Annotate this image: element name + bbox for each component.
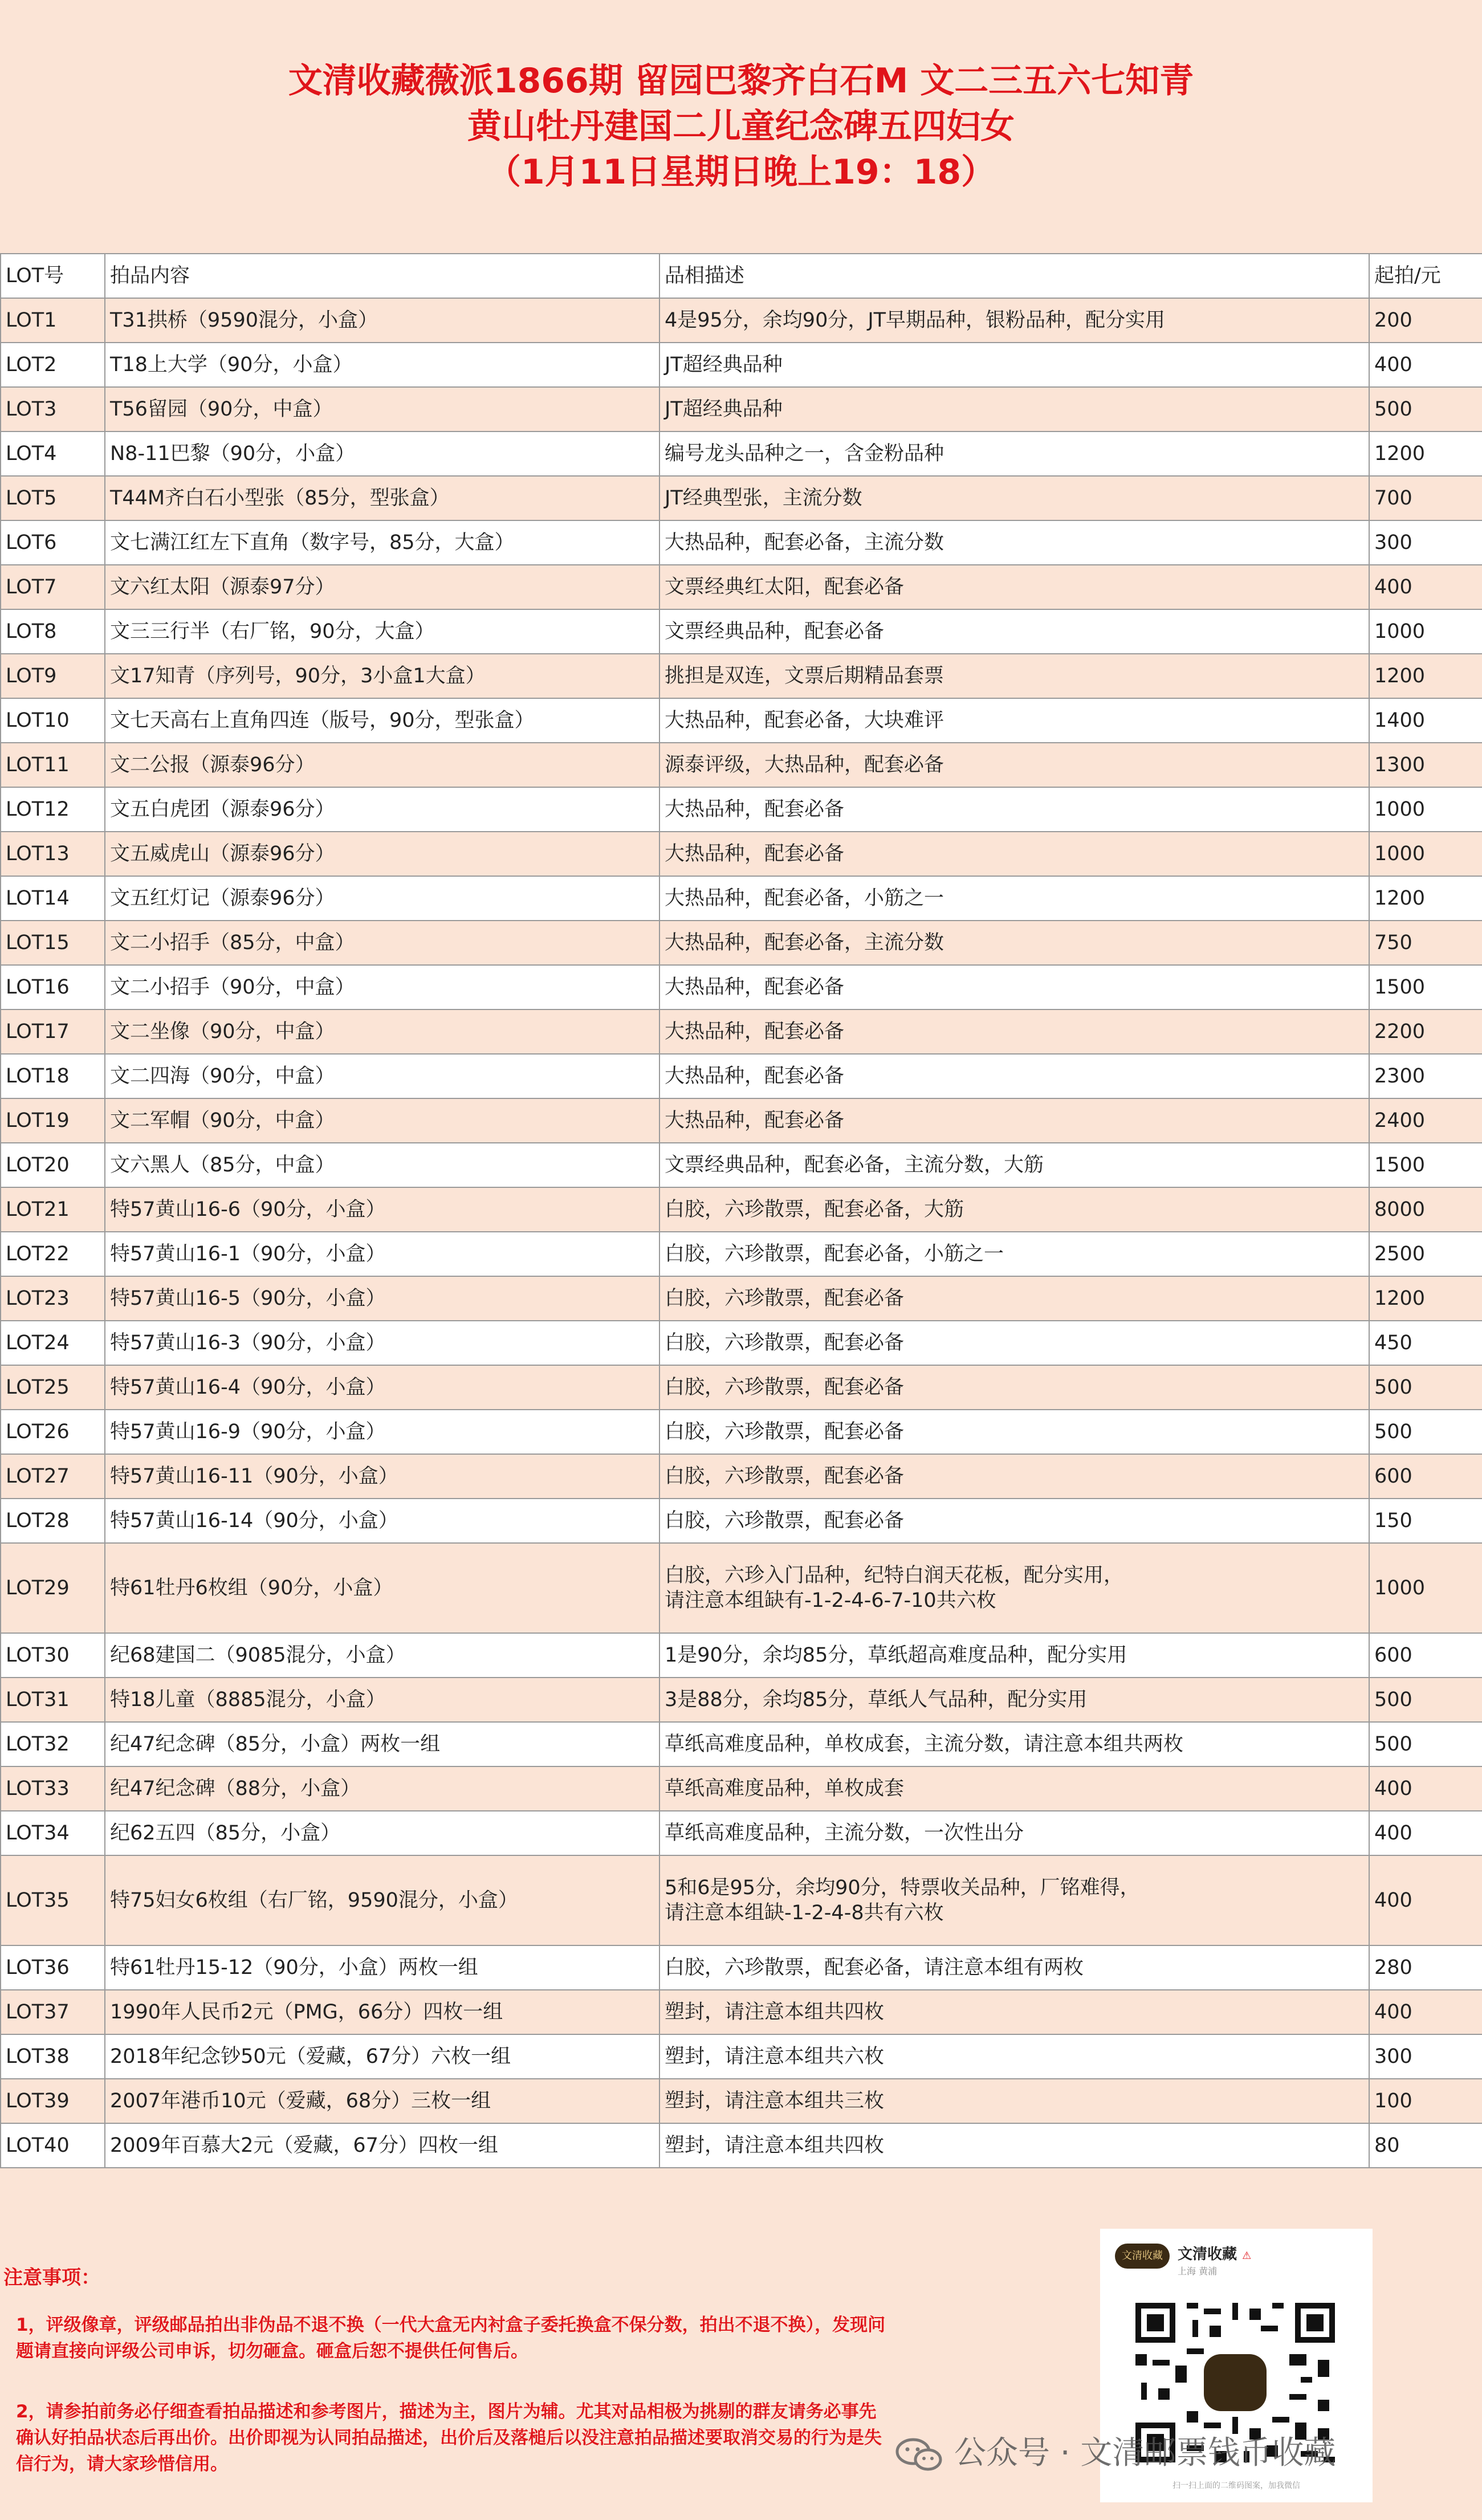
lot-description: 文票经典红太阳，配套必备 (659, 565, 1369, 609)
lot-description: 大热品种，配套必备，大块难评 (659, 698, 1369, 743)
lot-start-price: 500 (1369, 1410, 1482, 1454)
lot-start-price: 500 (1369, 1722, 1482, 1766)
lot-description: 草纸高难度品种，主流分数，一次性出分 (659, 1811, 1369, 1855)
title-line-2: 黄山牡丹建国二儿童纪念碑五四妇女 (467, 107, 1015, 146)
note-paragraph-2: 2，请参拍前务必仔细查看拍品描述和参考图片，描述为主，图片为辅。尤其对品相极为挑剔的群友请务必事先确认好拍品状态后再出价。出价即视为认同拍品描述，出价后及落槌后以没注意拍品描述要取消交易的行为是失信行为，请大家珍惜信用。 (16, 2401, 882, 2474)
lot-start-price: 2200 (1369, 1009, 1482, 1054)
lot-description: 白胶，六珍散票，配套必备，请注意本组有两枚 (659, 1945, 1369, 1990)
lot-start-price: 1000 (1369, 1543, 1482, 1633)
lot-start-price: 750 (1369, 921, 1482, 965)
lot-item: 文五威虎山（源泰96分） (105, 832, 659, 876)
lot-description: 草纸高难度品种，单枚成套 (659, 1766, 1369, 1811)
table-row (1, 2034, 1482, 2079)
lot-number: LOT15 (1, 921, 105, 965)
title-line-1: 文清收藏薇派1866期 留园巴黎齐白石M 文二三五六七知青 (288, 61, 1194, 101)
lot-number: LOT31 (1, 1678, 105, 1722)
table-row (1, 2123, 1482, 2168)
lot-item: 2009年百慕大2元（爱藏，67分）四枚一组 (105, 2123, 659, 2168)
lot-number: LOT16 (1, 965, 105, 1009)
lot-item: 文二公报（源泰96分） (105, 743, 659, 787)
table-row (1, 1410, 1482, 1454)
table-row (1, 298, 1482, 343)
lot-description: JT经典型张，主流分数 (659, 476, 1369, 520)
lot-start-price: 100 (1369, 2079, 1482, 2123)
lot-number: LOT1 (1, 298, 105, 343)
lot-description: 草纸高难度品种，单枚成套，主流分数，请注意本组共两枚 (659, 1722, 1369, 1766)
table-row (1, 965, 1482, 1009)
lot-number: LOT32 (1, 1722, 105, 1766)
lot-start-price: 150 (1369, 1499, 1482, 1543)
table-row (1, 1187, 1482, 1232)
table-row (1, 1499, 1482, 1543)
table-row (1, 1633, 1482, 1678)
lot-number: LOT38 (1, 2034, 105, 2079)
lot-number: LOT7 (1, 565, 105, 609)
lot-description: 白胶，六珍散票，配套必备，小筋之一 (659, 1232, 1369, 1276)
lot-start-price: 400 (1369, 1811, 1482, 1855)
table-row (1, 876, 1482, 921)
lot-description: 塑封，请注意本组共三枚 (659, 2079, 1369, 2123)
lot-start-price: 400 (1369, 1990, 1482, 2034)
table-header-row (1, 254, 1482, 298)
lot-description (659, 1543, 1369, 1633)
lot-item: 特75妇女6枚组（右厂铭，9590混分，小盒） (105, 1855, 659, 1945)
lot-item: 纪47纪念碑（85分，小盒）两枚一组 (105, 1722, 659, 1766)
lot-description: JT超经典品种 (659, 387, 1369, 431)
lot-item: 特61牡丹15-12（90分，小盒）两枚一组 (105, 1945, 659, 1990)
lot-number: LOT14 (1, 876, 105, 921)
table-row (1, 431, 1482, 476)
lot-number: LOT12 (1, 787, 105, 832)
lot-number: LOT8 (1, 609, 105, 654)
lot-start-price: 700 (1369, 476, 1482, 520)
lot-description: 大热品种，配套必备 (659, 1098, 1369, 1143)
lot-start-price: 400 (1369, 565, 1482, 609)
lot-description: 3是88分，余均85分，草纸人气品种，配分实用 (659, 1678, 1369, 1722)
note-paragraph-1: 1，评级像章，评级邮品拍出非伪品不退不换（一代大盒无内衬盒子委托换盒不保分数，拍出不退不换），发现问题请直接向评级公司申诉，切勿砸盒。砸盒后恕不提供任何售后。 (16, 2315, 886, 2362)
table-row (1, 1678, 1482, 1722)
table-row (1, 1945, 1482, 1990)
lot-start-price: 8000 (1369, 1187, 1482, 1232)
lot-number: LOT30 (1, 1633, 105, 1678)
lot-description: JT超经典品种 (659, 343, 1369, 387)
lot-item: 纪47纪念碑（88分，小盒） (105, 1766, 659, 1811)
lot-item: 特57黄山16-4（90分，小盒） (105, 1365, 659, 1410)
lot-item: T56留园（90分，中盒） (105, 387, 659, 431)
lot-description: 大热品种，配套必备 (659, 965, 1369, 1009)
table-row (1, 654, 1482, 698)
lot-number: LOT35 (1, 1855, 105, 1945)
lot-start-price: 1500 (1369, 965, 1482, 1009)
lot-item: 1990年人民币2元（PMG，66分）四枚一组 (105, 1990, 659, 2034)
table-row (1, 921, 1482, 965)
lot-item: 文七满江红左下直角（数字号，85分，大盒） (105, 520, 659, 565)
lot-item: T18上大学（90分，小盒） (105, 343, 659, 387)
table-row (1, 565, 1482, 609)
header-lot: LOT号 (1, 254, 105, 298)
lot-item: 文七天高右上直角四连（版号，90分，型张盒） (105, 698, 659, 743)
watermark-text: 公众号 · 文清邮票钱币收藏 (954, 2434, 1336, 2472)
lot-description: 文票经典品种，配套必备，主流分数，大筋 (659, 1143, 1369, 1187)
lot-description: 大热品种，配套必备 (659, 832, 1369, 876)
table-row (1, 787, 1482, 832)
lot-description: 源泰评级，大热品种，配套必备 (659, 743, 1369, 787)
table-row (1, 832, 1482, 876)
header-desc: 品相描述 (659, 254, 1369, 298)
lot-start-price: 300 (1369, 520, 1482, 565)
lot-item: 文六红太阳（源泰97分） (105, 565, 659, 609)
table-row (1, 1232, 1482, 1276)
table-row (1, 1543, 1482, 1633)
qr-account-name (1178, 2242, 1251, 2263)
lot-start-price: 1200 (1369, 654, 1482, 698)
table-row (1, 343, 1482, 387)
qr-name-text: 文清收藏 (1178, 2246, 1237, 2263)
lot-number: LOT3 (1, 387, 105, 431)
table-row (1, 609, 1482, 654)
lot-start-price: 400 (1369, 1855, 1482, 1945)
lot-item: 文二军帽（90分，中盒） (105, 1098, 659, 1143)
lot-number: LOT36 (1, 1945, 105, 1990)
lot-description: 白胶，六珍散票，配套必备 (659, 1499, 1369, 1543)
lot-start-price: 1200 (1369, 876, 1482, 921)
lot-item: 文五白虎团（源泰96分） (105, 787, 659, 832)
lot-start-price: 2400 (1369, 1098, 1482, 1143)
qr-caption: 扫一扫上面的二维码图案，加我微信 (1172, 2481, 1300, 2490)
lot-description: 白胶，六珍散票，配套必备，大筋 (659, 1187, 1369, 1232)
lot-start-price: 1000 (1369, 787, 1482, 832)
lot-number: LOT6 (1, 520, 105, 565)
table-row (1, 1321, 1482, 1365)
lot-item: 纪62五四（85分，小盒） (105, 1811, 659, 1855)
lot-start-price: 400 (1369, 343, 1482, 387)
table-row (1, 1454, 1482, 1499)
table-row (1, 520, 1482, 565)
qr-location: 上海 黄浦 (1178, 2266, 1218, 2277)
lot-number: LOT39 (1, 2079, 105, 2123)
lot-description: 白胶，六珍散票，配套必备 (659, 1276, 1369, 1321)
lot-number: LOT10 (1, 698, 105, 743)
lot-description: 大热品种，配套必备，小筋之一 (659, 876, 1369, 921)
lot-description: 白胶，六珍散票，配套必备 (659, 1454, 1369, 1499)
lot-start-price: 1500 (1369, 1143, 1482, 1187)
lot-number: LOT23 (1, 1276, 105, 1321)
lot-number: LOT26 (1, 1410, 105, 1454)
table-row (1, 1009, 1482, 1054)
lot-description: 4是95分，余均90分，JT早期品种，银粉品种，配分实用 (659, 298, 1369, 343)
lot-description-line-2: 请注意本组缺有-1-2-4-6-7-10共六枚 (665, 1589, 996, 1612)
lot-description: 文票经典品种，配套必备 (659, 609, 1369, 654)
lot-start-price: 1200 (1369, 1276, 1482, 1321)
lot-item: 文17知青（序列号，90分，3小盒1大盒） (105, 654, 659, 698)
lot-number: LOT33 (1, 1766, 105, 1811)
title-line-3: （1月11日星期日晚上19：18） (486, 152, 996, 192)
lot-description: 塑封，请注意本组共四枚 (659, 2123, 1369, 2168)
lot-number: LOT29 (1, 1543, 105, 1633)
lot-description: 大热品种，配套必备 (659, 787, 1369, 832)
table-row (1, 387, 1482, 431)
lot-item: 特18儿童（8885混分，小盒） (105, 1678, 659, 1722)
lot-number: LOT28 (1, 1499, 105, 1543)
lot-item: 特57黄山16-3（90分，小盒） (105, 1321, 659, 1365)
lot-number: LOT18 (1, 1054, 105, 1098)
lot-item: 文二四海（90分，中盒） (105, 1054, 659, 1098)
table-row (1, 1054, 1482, 1098)
lot-start-price: 2500 (1369, 1232, 1482, 1276)
table-row (1, 698, 1482, 743)
lot-item: 纪68建国二（9085混分，小盒） (105, 1633, 659, 1678)
lot-item: 特57黄山16-5（90分，小盒） (105, 1276, 659, 1321)
lot-start-price: 280 (1369, 1945, 1482, 1990)
table-row (1, 1276, 1482, 1321)
lot-item: T31拱桥（9590混分，小盒） (105, 298, 659, 343)
lot-description: 塑封，请注意本组共四枚 (659, 1990, 1369, 2034)
lot-start-price: 200 (1369, 298, 1482, 343)
lot-item: 特61牡丹6枚组（90分，小盒） (105, 1543, 659, 1633)
lot-start-price: 450 (1369, 1321, 1482, 1365)
lot-number: LOT4 (1, 431, 105, 476)
lot-start-price: 80 (1369, 2123, 1482, 2168)
lot-item: 特57黄山16-11（90分，小盒） (105, 1454, 659, 1499)
lot-description-line-2: 请注意本组缺-1-2-4-8共有六枚 (665, 1902, 944, 1924)
lot-description: 白胶，六珍散票，配套必备 (659, 1365, 1369, 1410)
lot-item: 特57黄山16-9（90分，小盒） (105, 1410, 659, 1454)
lot-description-line-1: 白胶，六珍入门品种，纪特白润天花板，配分实用， (665, 1564, 1124, 1587)
lot-number: LOT25 (1, 1365, 105, 1410)
lot-item: 2007年港币10元（爱藏，68分）三枚一组 (105, 2079, 659, 2123)
lot-description: 白胶，六珍散票，配套必备 (659, 1410, 1369, 1454)
lot-number: LOT22 (1, 1232, 105, 1276)
lot-number: LOT37 (1, 1990, 105, 2034)
table-row (1, 1722, 1482, 1766)
lot-number: LOT11 (1, 743, 105, 787)
lot-description: 大热品种，配套必备，主流分数 (659, 921, 1369, 965)
lot-number: LOT9 (1, 654, 105, 698)
lot-number: LOT27 (1, 1454, 105, 1499)
lot-description: 大热品种，配套必备 (659, 1054, 1369, 1098)
table-row (1, 1855, 1482, 1945)
lot-start-price: 1200 (1369, 431, 1482, 476)
lot-start-price: 500 (1369, 1365, 1482, 1410)
lot-item: N8-11巴黎（90分，小盒） (105, 431, 659, 476)
lot-number: LOT5 (1, 476, 105, 520)
lot-start-price: 300 (1369, 2034, 1482, 2079)
table-row (1, 476, 1482, 520)
lot-description: 白胶，六珍散票，配套必备 (659, 1321, 1369, 1365)
lot-start-price: 600 (1369, 1454, 1482, 1499)
lot-start-price: 1000 (1369, 609, 1482, 654)
watermark (895, 2431, 1465, 2476)
lot-item: 文五红灯记（源泰96分） (105, 876, 659, 921)
lot-description-line-1: 5和6是95分，余均90分，特票收关品种，厂铭难得， (665, 1876, 1140, 1899)
lot-start-price: 500 (1369, 387, 1482, 431)
lot-number: LOT24 (1, 1321, 105, 1365)
lot-start-price: 2300 (1369, 1054, 1482, 1098)
lot-description: 大热品种，配套必备 (659, 1009, 1369, 1054)
lot-number: LOT19 (1, 1098, 105, 1143)
lot-item: 特57黄山16-14（90分，小盒） (105, 1499, 659, 1543)
lot-item: T44M齐白石小型张（85分，型张盒） (105, 476, 659, 520)
lot-item: 2018年纪念钞50元（爱藏，67分）六枚一组 (105, 2034, 659, 2079)
lot-item: 文二小招手（85分，中盒） (105, 921, 659, 965)
lot-item: 特57黄山16-1（90分，小盒） (105, 1232, 659, 1276)
lot-item: 文二小招手（90分，中盒） (105, 965, 659, 1009)
lot-description: 1是90分，余均85分，草纸超高难度品种，配分实用 (659, 1633, 1369, 1678)
lot-start-price: 600 (1369, 1633, 1482, 1678)
lot-number: LOT20 (1, 1143, 105, 1187)
lot-item: 文三三行半（右厂铭，90分，大盒） (105, 609, 659, 654)
table-row (1, 1990, 1482, 2034)
header-item: 拍品内容 (105, 254, 659, 298)
table-row (1, 1766, 1482, 1811)
lot-description: 塑封，请注意本组共六枚 (659, 2034, 1369, 2079)
table-row (1, 1098, 1482, 1143)
table-row (1, 1811, 1482, 1855)
lot-number: LOT13 (1, 832, 105, 876)
lot-table (0, 253, 1482, 2168)
brand-logo: 文清收藏 (1115, 2244, 1170, 2269)
lot-item: 文二坐像（90分，中盒） (105, 1009, 659, 1054)
lot-start-price: 500 (1369, 1678, 1482, 1722)
lot-number: LOT34 (1, 1811, 105, 1855)
notes-title: 注意事项： (3, 2266, 100, 2289)
lot-item: 文六黑人（85分，中盒） (105, 1143, 659, 1187)
gender-icon: ⚠ (1242, 2250, 1252, 2262)
lot-description: 编号龙头品种之一，含金粉品种 (659, 431, 1369, 476)
lot-description: 挑担是双连，文票后期精品套票 (659, 654, 1369, 698)
lot-description (659, 1855, 1369, 1945)
lot-description: 大热品种，配套必备，主流分数 (659, 520, 1369, 565)
header-price: 起拍/元 (1369, 254, 1482, 298)
lot-item: 特57黄山16-6（90分，小盒） (105, 1187, 659, 1232)
lot-number: LOT2 (1, 343, 105, 387)
table-row (1, 1365, 1482, 1410)
lot-number: LOT17 (1, 1009, 105, 1054)
lot-number: LOT21 (1, 1187, 105, 1232)
lot-start-price: 400 (1369, 1766, 1482, 1811)
table-row (1, 2079, 1482, 2123)
header (0, 0, 1482, 253)
lot-start-price: 1400 (1369, 698, 1482, 743)
lot-start-price: 1000 (1369, 832, 1482, 876)
wechat-icon (895, 2438, 943, 2472)
table-row (1, 1143, 1482, 1187)
table-row (1, 743, 1482, 787)
lot-start-price: 1300 (1369, 743, 1482, 787)
lot-number: LOT40 (1, 2123, 105, 2168)
